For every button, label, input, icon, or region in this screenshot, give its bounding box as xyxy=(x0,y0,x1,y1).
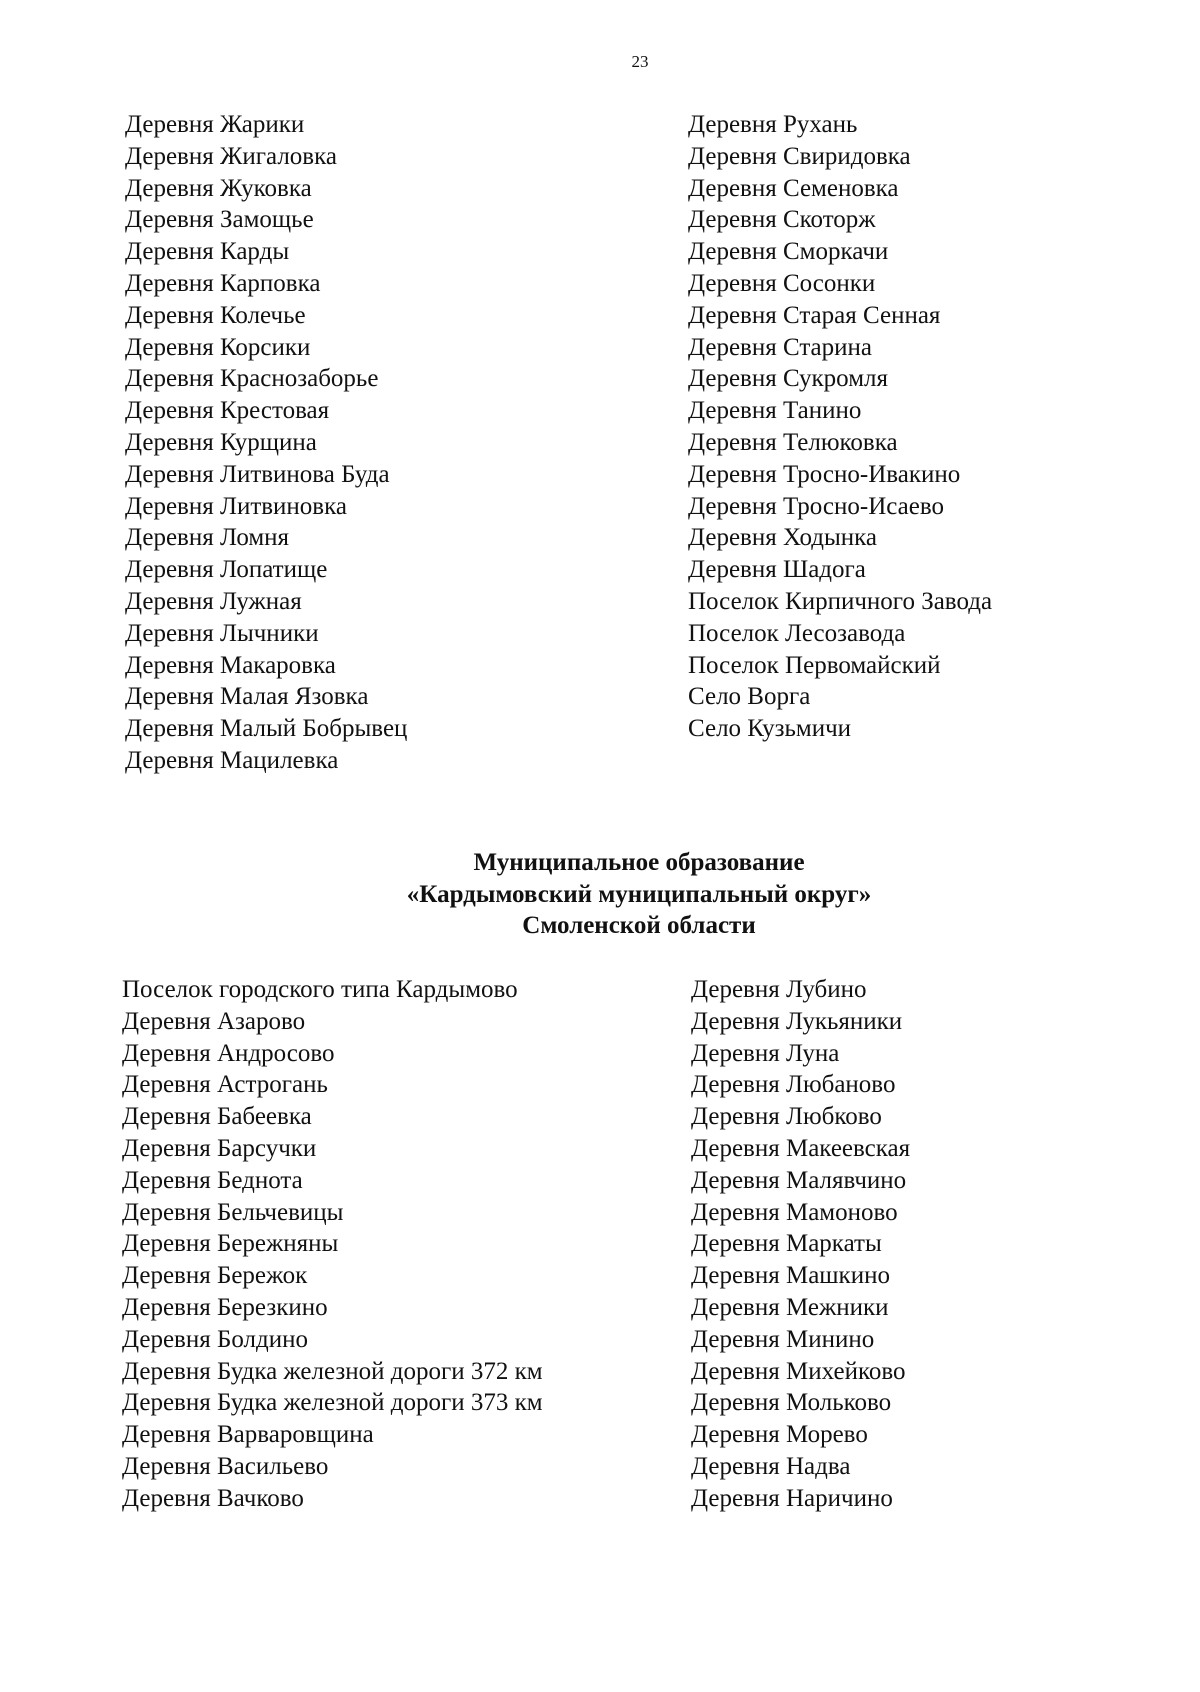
settlement-item: Поселок городского типа Кардымово xyxy=(122,976,518,1003)
settlement-item: Деревня Колечье xyxy=(125,301,306,329)
settlement-item: Деревня Краснозаборье xyxy=(125,365,379,393)
settlement-item: Деревня Любково xyxy=(691,1103,882,1131)
settlement-item: Деревня Надва xyxy=(691,1452,851,1480)
settlement-item: Деревня Малявчино xyxy=(691,1166,907,1194)
settlement-item: Деревня Азарово xyxy=(122,1007,306,1035)
settlement-item: Деревня Лубино xyxy=(691,976,867,1003)
settlement-item: Деревня Мацилевка xyxy=(125,746,339,774)
settlement-item: Поселок Кирпичного Завода xyxy=(688,587,993,615)
settlement-item: Деревня Лужная xyxy=(125,587,302,615)
settlement-item: Деревня Бельчевицы xyxy=(122,1198,344,1226)
settlement-item: Деревня Михейково xyxy=(691,1357,906,1385)
settlement-item: Деревня Мольково xyxy=(691,1389,892,1417)
settlement-item: Деревня Старая Сенная xyxy=(688,301,941,329)
settlement-item: Деревня Барсучки xyxy=(122,1134,317,1162)
settlement-item: Поселок Лесозавода xyxy=(688,619,906,647)
settlement-item: Деревня Жигаловка xyxy=(125,142,337,170)
settlement-item: Деревня Скоторж xyxy=(688,206,876,234)
heading-line: «Кардымовский муниципальный округ» xyxy=(406,880,872,908)
settlement-item: Деревня Малая Язовка xyxy=(125,683,369,711)
settlement-item: Деревня Старина xyxy=(688,333,873,361)
settlement-item: Деревня Жарики xyxy=(125,111,305,138)
settlement-item: Деревня Беднота xyxy=(122,1166,303,1194)
settlement-item: Деревня Литвинова Буда xyxy=(125,460,390,488)
settlement-item: Деревня Тросно-Исаево xyxy=(688,492,945,520)
settlement-item: Поселок Первомайский xyxy=(688,651,941,679)
settlement-item: Село Кузьмичи xyxy=(688,715,852,743)
settlement-item: Деревня Мамоново xyxy=(691,1198,898,1226)
settlement-item: Деревня Бережок xyxy=(122,1262,308,1290)
settlement-item: Деревня Астрогань xyxy=(122,1071,328,1099)
heading-line: Муниципальное образование xyxy=(473,849,805,876)
settlement-item: Деревня Андросово xyxy=(122,1039,335,1067)
settlement-item: Деревня Любаново xyxy=(691,1071,896,1099)
settlement-item: Деревня Васильево xyxy=(122,1452,329,1480)
settlement-item: Деревня Бережняны xyxy=(122,1230,339,1258)
settlement-item: Деревня Будка железной дороги 373 км xyxy=(122,1389,543,1417)
settlement-item: Деревня Маркаты xyxy=(691,1230,882,1258)
settlement-item: Деревня Межники xyxy=(691,1293,889,1321)
settlement-item: Деревня Вачково xyxy=(122,1484,304,1512)
settlement-item: Деревня Варваровщина xyxy=(122,1421,374,1449)
settlement-item: Деревня Березкино xyxy=(122,1293,328,1321)
settlement-item: Деревня Наричино xyxy=(691,1484,893,1512)
settlement-item: Деревня Телюковка xyxy=(688,428,898,456)
settlement-item: Деревня Ходынка xyxy=(688,524,878,552)
page-number: 23 xyxy=(631,52,649,71)
settlement-item: Деревня Курщина xyxy=(125,428,317,456)
settlement-item: Деревня Макаровка xyxy=(125,651,336,679)
settlement-item: Деревня Сукромля xyxy=(688,365,888,393)
settlement-item: Село Ворга xyxy=(688,683,811,711)
municipality-heading xyxy=(39,847,1200,942)
settlement-item: Деревня Карповка xyxy=(125,269,321,297)
settlement-item: Деревня Лопатище xyxy=(125,556,328,584)
settlement-list-right xyxy=(691,974,910,1515)
settlement-item: Деревня Карды xyxy=(125,238,290,266)
settlement-item: Деревня Семеновка xyxy=(688,174,899,202)
settlement-item: Деревня Лукьяники xyxy=(691,1007,903,1035)
settlement-item: Деревня Крестовая xyxy=(125,397,330,425)
settlement-item: Деревня Корсики xyxy=(125,333,311,361)
settlement-item: Деревня Болдино xyxy=(122,1325,308,1353)
settlement-item: Деревня Макеевская xyxy=(691,1134,911,1162)
settlement-item: Деревня Сосонки xyxy=(688,269,876,297)
settlement-item: Деревня Малый Бобрывец xyxy=(125,715,408,743)
heading-line: Смоленской области xyxy=(522,912,756,939)
settlement-item: Деревня Замощье xyxy=(125,206,314,234)
settlement-item: Деревня Машкино xyxy=(691,1262,890,1290)
settlement-item: Деревня Рухань xyxy=(688,111,858,138)
settlement-item: Деревня Морево xyxy=(691,1421,868,1449)
settlement-item: Деревня Шадога xyxy=(688,556,866,584)
settlement-item: Деревня Лычники xyxy=(125,619,319,647)
settlement-item: Деревня Минино xyxy=(691,1325,875,1353)
settlement-list-left xyxy=(122,974,543,1515)
settlement-item: Деревня Литвиновка xyxy=(125,492,347,520)
settlement-list-right xyxy=(688,109,992,745)
settlement-item: Деревня Луна xyxy=(691,1039,840,1067)
settlement-item: Деревня Жуковка xyxy=(125,174,312,202)
settlement-item: Деревня Сморкачи xyxy=(688,238,889,266)
settlement-item: Деревня Будка железной дороги 372 км xyxy=(122,1357,543,1385)
settlement-item: Деревня Тросно-Ивакино xyxy=(688,460,961,488)
settlement-item: Деревня Бабеевка xyxy=(122,1103,312,1131)
settlement-item: Деревня Танино xyxy=(688,397,862,425)
settlement-item: Деревня Ломня xyxy=(125,524,290,552)
settlement-list-left xyxy=(125,109,407,777)
settlement-item: Деревня Свиридовка xyxy=(688,142,911,170)
